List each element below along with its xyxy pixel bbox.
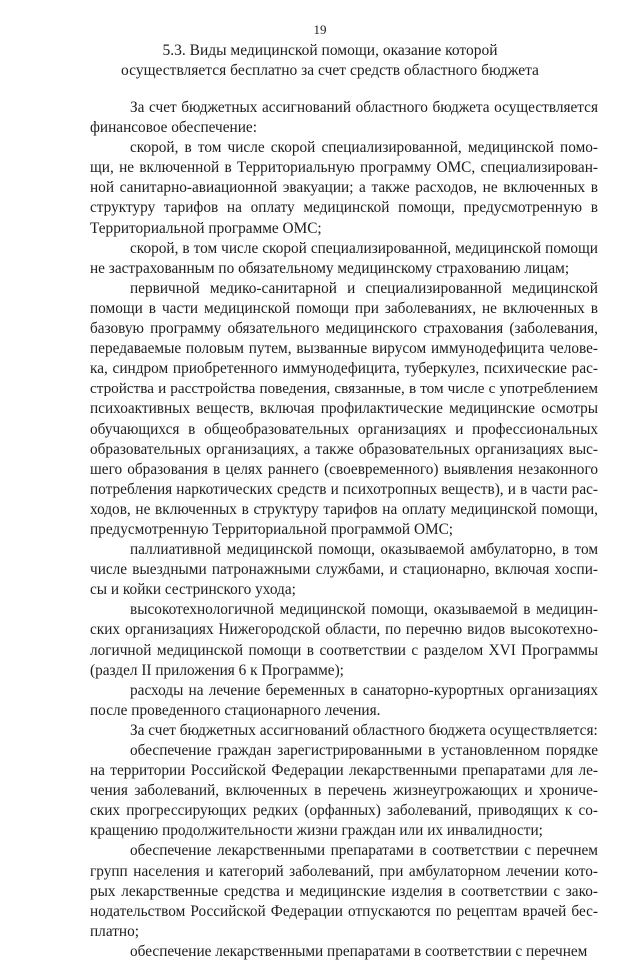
document-body xyxy=(90,98,598,962)
text-line: скорой, в том числе скорой специализированной, медицинской помо- xyxy=(130,139,598,157)
text-line: сы и койки сестринского ухода; xyxy=(90,581,296,599)
text-line: чения заболеваний, включенных в перечень жизнеугрожающих и хрониче- xyxy=(90,782,598,800)
text-line: групп населения и категорий заболеваний, при амбулаторном лечении кото- xyxy=(90,862,598,880)
text-line: не застрахованным по обязательному медицинскому страхованию лицам; xyxy=(90,259,570,277)
section-heading xyxy=(60,41,600,81)
text-line: скорой, в том числе скорой специализированной, медицинской помощи xyxy=(130,239,598,257)
text-line: обеспечение лекарственными препаратами в соответствии с перечнем xyxy=(130,842,598,860)
text-line: обеспечение лекарственными препаратами в соответствии с перечнем xyxy=(130,942,588,960)
text-line: ходов, не включенных в структуру тарифов на оплату медицинской помощи, xyxy=(90,500,598,518)
paragraph xyxy=(90,600,598,680)
text-line: образовательных организациях, а также образовательных организациях выс- xyxy=(90,440,598,458)
text-line: кращению продолжительности жизни граждан или их инвалидности; xyxy=(90,822,543,840)
text-line: психоактивных веществ, включая профилактические медицинские осмотры xyxy=(90,400,598,418)
text-line: ка, синдром приобретенного иммунодефицита, туберкулез, психические рас- xyxy=(90,360,598,378)
paragraph xyxy=(90,681,598,721)
text-line: За счет бюджетных ассигнований областного бюджета осуществляется: xyxy=(130,721,598,739)
text-line: обеспечение граждан зарегистрированными в установленном порядке xyxy=(130,742,598,759)
text-line: помощи в части медицинской помощи при заболеваниях, не включенных в xyxy=(90,299,598,317)
paragraph xyxy=(90,841,598,941)
paragraph xyxy=(90,721,598,741)
text-line: первичной медико-санитарной и специализированной медицинской xyxy=(130,279,598,297)
text-line: ских прогрессирующих редких (орфанных) заболеваний, приводящих к со- xyxy=(90,802,598,820)
paragraph xyxy=(90,942,598,962)
text-line: на территории Российской Федерации лекарственными препаратами для ле- xyxy=(90,762,598,780)
text-line: предусмотренную Территориальной программой ОМС; xyxy=(90,520,454,538)
text-line: после проведенного стационарного лечения. xyxy=(90,701,381,719)
text-line: расходы на лечение беременных в санаторно-курортных организациях xyxy=(130,681,598,699)
paragraph xyxy=(90,239,598,279)
text-line: потребления наркотических средств и психотропных веществ), и в части рас- xyxy=(90,480,598,498)
page-number: 19 xyxy=(313,22,327,37)
paragraph xyxy=(90,98,598,138)
text-line: финансовое обеспечение: xyxy=(90,119,257,137)
text-line: обучающихся в общеобразовательных организациях и профессиональных xyxy=(90,420,598,438)
text-line: Территориальной программе ОМС; xyxy=(90,219,322,237)
text-line: шего образования в целях раннего (своевременного) выявления незаконного xyxy=(90,460,598,478)
section-heading-line: осуществляется бесплатно за счет средств областного бюджета xyxy=(121,62,539,79)
text-line: передаваемые половым путем, вызванные вирусом иммунодефицита челове- xyxy=(90,340,598,358)
text-line: базовую программу обязательного медицинского страхования (заболевания, xyxy=(90,320,598,338)
text-line: За счет бюджетных ассигнований областного бюджета осуществляется xyxy=(130,99,598,116)
paragraph xyxy=(90,138,598,238)
text-line: числе выездными патронажными службами, и стационарно, включая хоспи- xyxy=(90,561,598,579)
text-line: стройства и расстройства поведения, связанные, в том числе с употреблением xyxy=(90,380,598,398)
text-line: платно; xyxy=(90,922,139,940)
text-line: структуру тарифов на оплату медицинской помощи, предусмотренную в xyxy=(90,199,598,217)
text-line: щи, не включенной в Территориальную программу ОМС, специализирован- xyxy=(90,159,598,177)
text-line: логичной медицинской помощи в соответствии с разделом XVI Программы xyxy=(90,641,598,659)
paragraph xyxy=(90,540,598,600)
paragraph xyxy=(90,741,598,841)
text-line: нодательством Российской Федерации отпускаются по рецептам врачей бес- xyxy=(90,902,598,920)
text-line: ских организациях Нижегородской области, по перечню видов высокотехно- xyxy=(90,621,598,639)
paragraph xyxy=(90,279,598,540)
text-line: высокотехнологичной медицинской помощи, оказываемой в медицин- xyxy=(130,601,598,619)
text-line: паллиативной медицинской помощи, оказываемой амбулаторно, в том xyxy=(130,541,598,559)
text-line: рых лекарственные средства и медицинские изделия в соответствии с зако- xyxy=(90,882,598,900)
text-line: ной санитарно-авиационной эвакуации; а также расходов, не включенных в xyxy=(90,179,598,197)
section-heading-line: 5.3. Виды медицинской помощи, оказание которой xyxy=(162,42,498,59)
text-line: (раздел II приложения 6 к Программе); xyxy=(90,661,344,679)
